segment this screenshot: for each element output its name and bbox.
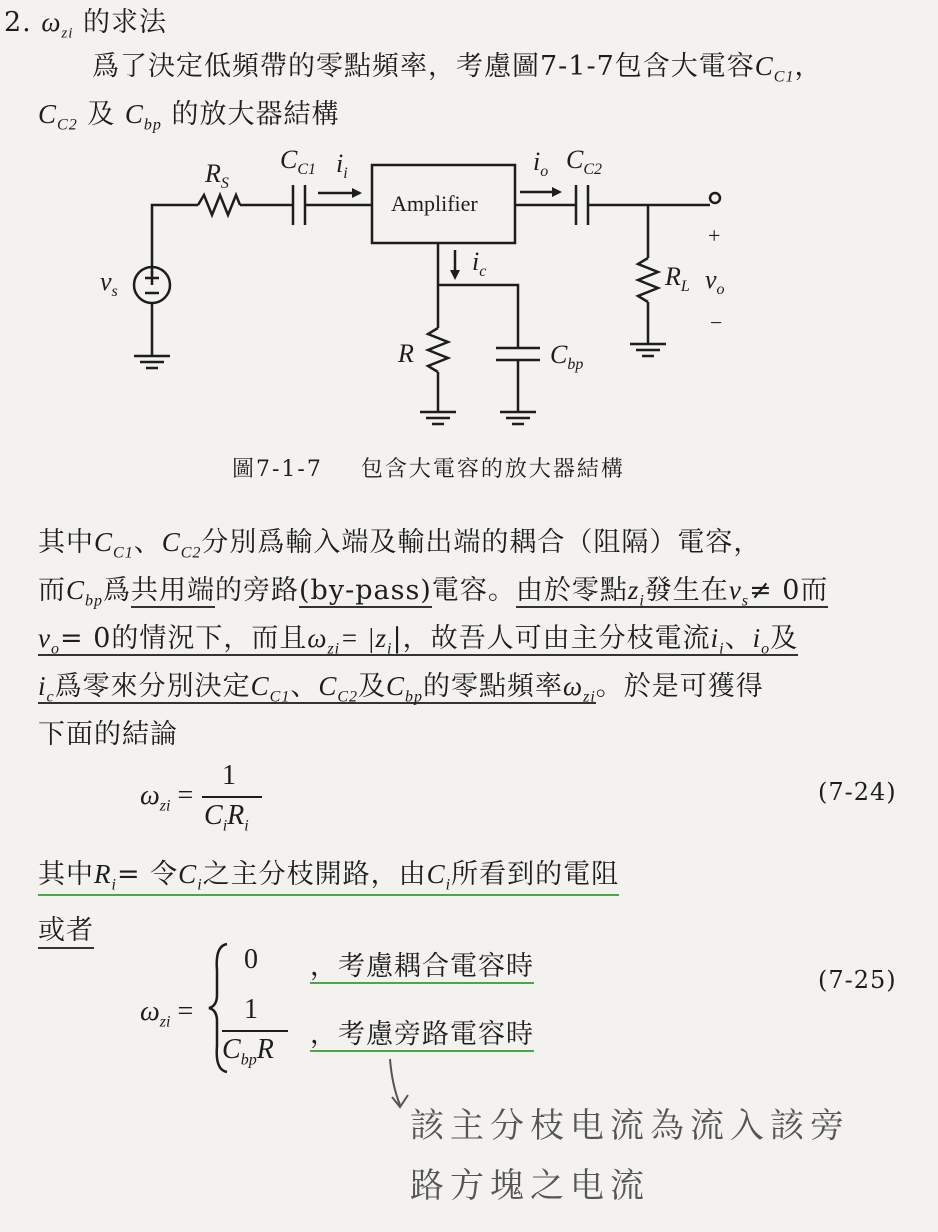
handwritten-note-line-1: 該主分枝电流為流入該旁	[410, 1106, 850, 1146]
equation-7-25-case-2-fraction-bar	[222, 1030, 288, 1032]
wire-source-top	[152, 205, 198, 275]
wire-cbp	[438, 285, 518, 348]
equation-7-25-case-1-note: ，考慮耦合電容時	[310, 951, 534, 982]
or-text: 或者	[38, 908, 94, 949]
arrow-ic-head	[450, 270, 460, 280]
figure-number: 圖7-1-7	[232, 457, 323, 482]
equation-7-25-case-2-denominator: $C_{bp}R$	[222, 1034, 274, 1069]
label-plus: +	[708, 223, 721, 248]
para-line-2: 而$C_{bp}$爲共用端的旁路(by-pass)電容。由於零點$z_i$發生在$v_s\ne 0$而	[38, 575, 829, 610]
label-minus: −	[710, 310, 723, 335]
equation-7-24-lhs: $\omega_{zi}$ =	[140, 780, 194, 815]
equation-7-24-number: (7-24)	[818, 778, 897, 806]
label-rs: $R_S$	[205, 159, 229, 192]
intro-line-2: $C_{C2}$ 及 $C_{bp}$ 的放大器結構	[38, 99, 340, 134]
arrow-io-head	[552, 187, 562, 197]
equation-7-25-lhs: $\omega_{zi}$ =	[140, 996, 194, 1031]
equation-7-25-number: (7-25)	[818, 966, 897, 994]
arrow-ii-head	[352, 188, 362, 198]
intro-line-1: 爲了決定低頻帶的零點頻率，考慮圖7-1-7包含大電容$C_{C1}$，	[92, 51, 823, 86]
figure-title: 包含大電容的放大器結構	[360, 457, 625, 482]
label-r: R	[398, 339, 414, 368]
para-line-4: $i_c$爲零來分別決定$C_{C1}$、$C_{C2}$及$C_{bp}$的零點頻率$\omega_{zi}$。於是可獲得	[38, 671, 764, 706]
para-line-1: 其中$C_{C1}$、$C_{C2}$分別爲輸入端及輸出端的耦合（阻隔）電容，	[38, 527, 762, 562]
section-heading: 2. $\omega_{zi}$ 的求法	[4, 7, 168, 42]
para-line-3: $v_o= 0$的情況下，而且$\omega_{zi}= |z_i|$，故吾人可由主分枝電流$i_i$、$i_o$及	[38, 623, 799, 658]
omega-symbol: ω	[41, 7, 62, 37]
label-vs: $v_s$	[100, 267, 118, 300]
section-number: 2.	[4, 7, 32, 38]
amplifier-label: Amplifier	[391, 191, 478, 216]
circuit-diagram	[0, 130, 938, 440]
label-ii: $i_i$	[336, 149, 348, 182]
resistor-r	[428, 328, 448, 372]
equation-7-25-case-1-value: 0	[244, 944, 258, 975]
equation-7-24-numerator: 1	[222, 760, 236, 791]
label-rl: $R_L$	[665, 262, 690, 295]
equation-7-25-case-2-note: ，考慮旁路電容時	[310, 1019, 534, 1050]
para-line-5: 下面的結論	[38, 719, 178, 750]
resistor-rs	[198, 195, 240, 215]
equation-7-24-denominator: $C_iR_i$	[204, 800, 249, 835]
label-io: $i_o$	[533, 147, 549, 180]
where-definition: 其中$R_i=$ 令$C_i$之主分枝開路，由$C_i$所看到的電阻	[38, 852, 619, 896]
section-title: 的求法	[83, 7, 168, 38]
handwritten-note-line-2: 路方塊之电流	[410, 1166, 650, 1206]
output-terminal	[710, 193, 720, 203]
label-cbp: $C_{bp}$	[550, 340, 584, 373]
label-cc1: $C_{C1}$	[280, 145, 317, 178]
resistor-rl	[638, 258, 658, 302]
label-vo: $v_o$	[705, 265, 725, 298]
figure-caption	[232, 452, 625, 483]
label-cc2: $C_{C2}$	[566, 145, 603, 178]
label-ic: $i_c$	[472, 247, 487, 280]
equation-7-25-case-2-numerator: 1	[244, 994, 258, 1025]
equation-7-24-fraction-bar	[202, 796, 262, 798]
